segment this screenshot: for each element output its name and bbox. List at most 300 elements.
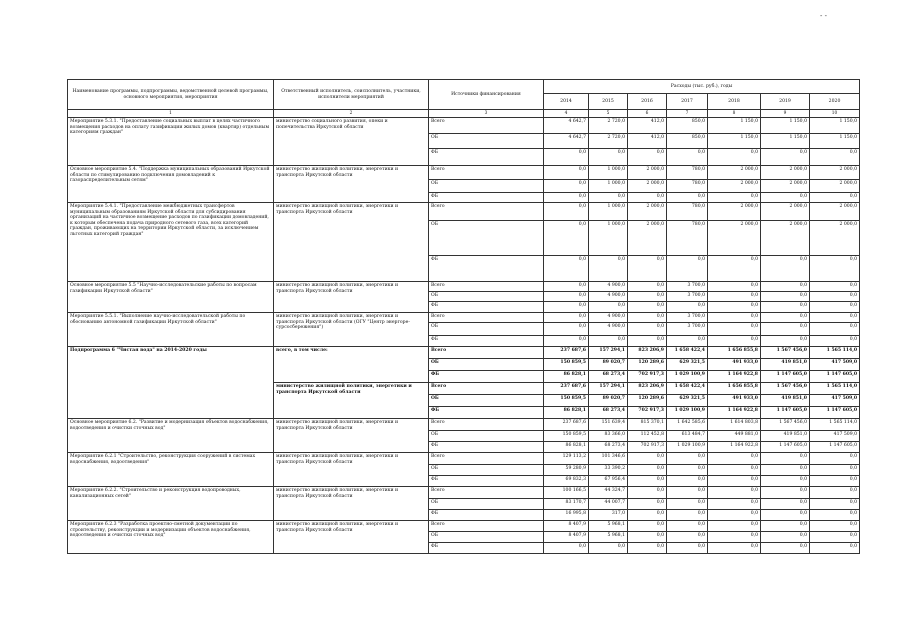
table-body bbox=[68, 118, 860, 554]
expense-value: 237 687,6 bbox=[544, 419, 589, 431]
expense-value: 491 933,0 bbox=[708, 395, 761, 407]
expense-value: 2 000,0 bbox=[628, 180, 667, 193]
expense-value: 0,0 bbox=[708, 510, 761, 521]
expense-value: 0,0 bbox=[761, 323, 810, 336]
expense-value: 0,0 bbox=[628, 499, 667, 510]
row-executor: министерство жилищной политики, энергетики и транспорта Иркутской области bbox=[274, 166, 429, 203]
expense-value: 0,0 bbox=[761, 292, 810, 302]
expense-value: 0,0 bbox=[544, 323, 589, 336]
expense-value: 1 614 803,8 bbox=[708, 419, 761, 431]
expense-value: 0,0 bbox=[544, 221, 589, 256]
expense-value: 0,0 bbox=[810, 453, 860, 465]
expense-value: 69 832,3 bbox=[544, 476, 589, 487]
header-year: 2015 bbox=[589, 94, 628, 110]
funding-source: Всего bbox=[429, 313, 544, 323]
expense-value: 67 956,4 bbox=[589, 476, 628, 487]
expense-value: 0,0 bbox=[708, 313, 761, 323]
funding-source: Всего bbox=[429, 453, 544, 465]
expense-value: 0,0 bbox=[667, 336, 708, 347]
expense-value: 0,0 bbox=[761, 302, 810, 313]
expense-value: 317,0 bbox=[589, 510, 628, 521]
expense-value: 0,0 bbox=[628, 256, 667, 282]
column-number: 8 bbox=[708, 110, 761, 118]
table-row bbox=[68, 347, 860, 359]
financing-table bbox=[67, 79, 860, 554]
expense-value: 0,0 bbox=[667, 256, 708, 282]
expense-value: 0,0 bbox=[667, 465, 708, 476]
expense-value: 780,0 bbox=[667, 180, 708, 193]
row-title: Мероприятие 5.5.1. "Выполнение научно-исследовательской работы по обоснованию автономной газификации Иркутской области" bbox=[68, 313, 274, 347]
expense-value: 0,0 bbox=[810, 282, 860, 292]
row-title: Мероприятие 5.3.1. "Предоставление социальных выплат в целях частичного возмещения расходов на оплату газификации жилых домов (квартир) отдельным категориям граждан" bbox=[68, 118, 274, 166]
expense-value: 0,0 bbox=[544, 292, 589, 302]
expense-value: 0,0 bbox=[761, 487, 810, 499]
row-executor: министерство жилищной политики, энергетики и транспорта Иркутской области bbox=[274, 203, 429, 282]
expense-value: 0,0 bbox=[810, 532, 860, 543]
expense-value: 86 828,1 bbox=[544, 407, 589, 419]
expense-value: 0,0 bbox=[628, 302, 667, 313]
expense-value: 0,0 bbox=[589, 336, 628, 347]
expense-value: 151 639,4 bbox=[589, 419, 628, 431]
expense-value: 44 324,7 bbox=[589, 487, 628, 499]
row-executor: министерство жилищной политики, энергетики и транспорта Иркутской области bbox=[274, 521, 429, 554]
funding-source: ОБ bbox=[429, 323, 544, 336]
funding-source: ОБ bbox=[429, 180, 544, 193]
expense-value: 0,0 bbox=[761, 256, 810, 282]
expense-value: 0,0 bbox=[667, 543, 708, 554]
expense-value: 1 565 114,0 bbox=[810, 347, 860, 359]
expense-value: 0,0 bbox=[761, 510, 810, 521]
funding-source: ОБ bbox=[429, 221, 544, 256]
expense-value: 2 720,0 bbox=[589, 134, 628, 149]
expense-value: 0,0 bbox=[544, 193, 589, 203]
expense-value: 1 658 422,4 bbox=[667, 347, 708, 359]
expense-value: 613 484,7 bbox=[667, 431, 708, 442]
expense-value: 3 700,0 bbox=[667, 292, 708, 302]
expense-value: 0,0 bbox=[628, 543, 667, 554]
expense-value: 0,0 bbox=[761, 532, 810, 543]
expense-value: 0,0 bbox=[544, 313, 589, 323]
expense-value: 0,0 bbox=[761, 499, 810, 510]
expense-value: 0,0 bbox=[667, 302, 708, 313]
expense-value: 1 658 422,4 bbox=[667, 383, 708, 395]
expense-value: 3 700,0 bbox=[667, 282, 708, 292]
expense-value: 0,0 bbox=[667, 453, 708, 465]
expense-value: 1 567 456,0 bbox=[761, 419, 810, 431]
expense-value: 0,0 bbox=[628, 323, 667, 336]
expense-value: 0,0 bbox=[667, 149, 708, 166]
expense-value: 0,0 bbox=[708, 193, 761, 203]
expense-value: 0,0 bbox=[628, 292, 667, 302]
expense-value: 101 346,6 bbox=[589, 453, 628, 465]
funding-source: ФБ bbox=[429, 510, 544, 521]
funding-source: Всего bbox=[429, 203, 544, 221]
expense-value: 237 687,6 bbox=[544, 347, 589, 359]
expense-value: 629 321,5 bbox=[667, 359, 708, 371]
expense-value: 2 000,0 bbox=[810, 221, 860, 256]
expense-value: 1 000,0 bbox=[589, 166, 628, 180]
expense-value: 0,0 bbox=[810, 487, 860, 499]
expense-value: 1 565 114,0 bbox=[810, 383, 860, 395]
expense-value: 150 859,5 bbox=[544, 359, 589, 371]
expense-value: 0,0 bbox=[761, 543, 810, 554]
expense-value: 120 289,6 bbox=[628, 359, 667, 371]
header-name: Наименование программы, подпрограммы, ведомственной целевой программы, основного мероприятия, мероприятия bbox=[68, 80, 274, 110]
expense-value: 0,0 bbox=[628, 532, 667, 543]
column-number: 7 bbox=[667, 110, 708, 118]
expense-value: 2 720,0 bbox=[589, 118, 628, 134]
expense-value: 0,0 bbox=[589, 302, 628, 313]
table-row bbox=[68, 313, 860, 323]
funding-source: ФБ bbox=[429, 149, 544, 166]
expense-value: 1 150,0 bbox=[761, 134, 810, 149]
expense-value: 0,0 bbox=[667, 487, 708, 499]
expense-value: 1 567 456,0 bbox=[761, 383, 810, 395]
expense-value: 0,0 bbox=[708, 453, 761, 465]
expense-value: 1 642 585,6 bbox=[667, 419, 708, 431]
funding-source: Всего bbox=[429, 383, 544, 395]
funding-source: Всего bbox=[429, 419, 544, 431]
expense-value: 0,0 bbox=[628, 282, 667, 292]
column-number: 9 bbox=[761, 110, 810, 118]
expense-value: 0,0 bbox=[544, 282, 589, 292]
expense-value: 0,0 bbox=[544, 256, 589, 282]
table-row bbox=[68, 487, 860, 499]
expense-value: 815 370,1 bbox=[628, 419, 667, 431]
funding-source: ФБ bbox=[429, 442, 544, 453]
funding-source: Всего bbox=[429, 487, 544, 499]
expense-value: 0,0 bbox=[708, 282, 761, 292]
expense-value: 0,0 bbox=[810, 543, 860, 554]
expense-value: 120 289,6 bbox=[628, 395, 667, 407]
row-title: Основное мероприятие 6.2. "Развитие и модернизация объектов водоснабжения, водоотведения и очистки сточных вод" bbox=[68, 419, 274, 453]
expense-value: 0,0 bbox=[810, 499, 860, 510]
expense-value: 417 509,0 bbox=[810, 431, 860, 442]
expense-value: 2 000,0 bbox=[761, 221, 810, 256]
expense-value: 419 851,0 bbox=[761, 359, 810, 371]
expense-value: 2 000,0 bbox=[628, 203, 667, 221]
expense-value: 1 164 922,8 bbox=[708, 371, 761, 383]
expense-value: 0,0 bbox=[708, 487, 761, 499]
expense-value: 0,0 bbox=[810, 193, 860, 203]
expense-value: 4 900,0 bbox=[589, 313, 628, 323]
table-row bbox=[68, 521, 860, 532]
expense-value: 0,0 bbox=[708, 302, 761, 313]
expense-value: 1 164 922,8 bbox=[708, 407, 761, 419]
expense-value: 0,0 bbox=[708, 465, 761, 476]
header-year: 2018 bbox=[708, 94, 761, 110]
expense-value: 33 390,2 bbox=[589, 465, 628, 476]
row-title: Мероприятие 6.2.1 "Строительство, реконструкция сооружений в системах водоснабжения, водоотведения" bbox=[68, 453, 274, 487]
expense-value: 0,0 bbox=[810, 292, 860, 302]
expense-value: 0,0 bbox=[628, 476, 667, 487]
expense-value: 449 881,0 bbox=[708, 431, 761, 442]
expense-value: 0,0 bbox=[708, 521, 761, 532]
expense-value: 629 321,5 bbox=[667, 395, 708, 407]
expense-value: 0,0 bbox=[708, 532, 761, 543]
expense-value: 1 150,0 bbox=[810, 134, 860, 149]
expense-value: 0,0 bbox=[667, 510, 708, 521]
expense-value: 0,0 bbox=[810, 336, 860, 347]
expense-value: 780,0 bbox=[667, 203, 708, 221]
expense-value: 157 294,1 bbox=[589, 383, 628, 395]
expense-value: 112 452,8 bbox=[628, 431, 667, 442]
row-executor: министерство жилищной политики, энергетики и транспорта Иркутской области bbox=[274, 487, 429, 521]
expense-value: 2 000,0 bbox=[761, 180, 810, 193]
expense-value: 0,0 bbox=[810, 149, 860, 166]
expense-value: 0,0 bbox=[810, 510, 860, 521]
expense-value: 44 007,7 bbox=[589, 499, 628, 510]
expense-value: 0,0 bbox=[708, 336, 761, 347]
corner-mark: - - bbox=[820, 12, 827, 20]
expense-value: 1 000,0 bbox=[589, 221, 628, 256]
row-executor: министерство жилищной политики, энергетики и транспорта Иркутской области bbox=[274, 419, 429, 453]
row-title: Мероприятие 6.2.3 "Разработка проектно-сметной документации по строительству, реконструкции и модернизации объектов водоснабжения, водоотведения и очистки сточных вод" bbox=[68, 521, 274, 554]
expense-value: 0,0 bbox=[589, 543, 628, 554]
expense-value: 1 147 605,0 bbox=[810, 442, 860, 453]
expense-value: 780,0 bbox=[667, 166, 708, 180]
expense-value: 412,0 bbox=[628, 134, 667, 149]
funding-source: ОБ bbox=[429, 292, 544, 302]
expense-value: 1 147 605,0 bbox=[761, 442, 810, 453]
expense-value: 2 000,0 bbox=[810, 180, 860, 193]
expense-value: 1 164 922,8 bbox=[708, 442, 761, 453]
expense-value: 823 206,9 bbox=[628, 347, 667, 359]
table-row bbox=[68, 419, 860, 431]
expense-value: 0,0 bbox=[761, 336, 810, 347]
table-row bbox=[68, 453, 860, 465]
expense-value: 16 995,8 bbox=[544, 510, 589, 521]
expense-value: 1 150,0 bbox=[810, 118, 860, 134]
expense-value: 1 147 605,0 bbox=[761, 407, 810, 419]
column-number: 5 bbox=[589, 110, 628, 118]
funding-source: ФБ bbox=[429, 302, 544, 313]
funding-source: ФБ bbox=[429, 256, 544, 282]
expense-value: 1 565 114,0 bbox=[810, 419, 860, 431]
expense-value: 1 147 605,0 bbox=[761, 371, 810, 383]
expense-value: 417 509,0 bbox=[810, 395, 860, 407]
expense-value: 0,0 bbox=[589, 193, 628, 203]
expense-value: 1 567 456,0 bbox=[761, 347, 810, 359]
expense-value: 68 273,4 bbox=[589, 442, 628, 453]
expense-value: 1 147 605,0 bbox=[810, 407, 860, 419]
funding-source: ФБ bbox=[429, 407, 544, 419]
column-number: 6 bbox=[628, 110, 667, 118]
expense-value: 89 020,7 bbox=[589, 395, 628, 407]
expense-value: 0,0 bbox=[761, 453, 810, 465]
expense-value: 2 000,0 bbox=[761, 166, 810, 180]
expense-value: 0,0 bbox=[544, 149, 589, 166]
expense-value: 0,0 bbox=[544, 203, 589, 221]
expense-value: 0,0 bbox=[761, 193, 810, 203]
row-executor: министерство жилищной политики, энергетики и транспорта Иркутской области (ОГУ "Центр энергоре-сурсосбережения") bbox=[274, 313, 429, 347]
expense-value: 1 656 855,8 bbox=[708, 347, 761, 359]
funding-source: ФБ bbox=[429, 336, 544, 347]
expense-value: 417 509,0 bbox=[810, 359, 860, 371]
expense-value: 702 917,3 bbox=[628, 407, 667, 419]
expense-value: 83 366,0 bbox=[589, 431, 628, 442]
expense-value: 4 642,7 bbox=[544, 118, 589, 134]
expense-value: 0,0 bbox=[667, 521, 708, 532]
expense-value: 0,0 bbox=[810, 476, 860, 487]
expense-value: 0,0 bbox=[667, 476, 708, 487]
expense-value: 2 000,0 bbox=[708, 221, 761, 256]
expense-value: 1 029 100,9 bbox=[667, 371, 708, 383]
expense-value: 1 150,0 bbox=[708, 118, 761, 134]
row-title: Мероприятие 6.2.2. "Строительство и реконструкция водопроводных, канализационных сетей" bbox=[68, 487, 274, 521]
expense-value: 4 900,0 bbox=[589, 323, 628, 336]
expense-value: 780,0 bbox=[667, 221, 708, 256]
header-source: Источники финансирования bbox=[429, 80, 544, 110]
expense-value: 0,0 bbox=[810, 323, 860, 336]
expense-value: 4 642,7 bbox=[544, 134, 589, 149]
expense-value: 0,0 bbox=[544, 180, 589, 193]
row-title: Мероприятие 5.4.1. "Предоставление межбюджетных трансфертов муниципальным образованиям Иркутской области для субсидирования организаций на частичное возмещение расходов по газификации домовладений, к которым обеспечена подача природного сетевого газа, всех категорий граждан, проживающих на территории Иркутской области, за исключением льготных категорий граждан" bbox=[68, 203, 274, 282]
expense-value: 100 166,5 bbox=[544, 487, 589, 499]
expense-value: 0,0 bbox=[708, 543, 761, 554]
expense-value: 0,0 bbox=[667, 193, 708, 203]
expense-value: 850,0 bbox=[667, 118, 708, 134]
expense-value: 0,0 bbox=[761, 521, 810, 532]
expense-value: 68 273,4 bbox=[589, 371, 628, 383]
expense-value: 1 029 100,9 bbox=[667, 442, 708, 453]
expense-value: 5 968,1 bbox=[589, 532, 628, 543]
expense-value: 823 206,9 bbox=[628, 383, 667, 395]
expense-value: 0,0 bbox=[628, 510, 667, 521]
expense-value: 1 000,0 bbox=[589, 180, 628, 193]
expense-value: 702 917,3 bbox=[628, 442, 667, 453]
expense-value: 0,0 bbox=[667, 499, 708, 510]
expense-value: 0,0 bbox=[628, 336, 667, 347]
column-number: 3 bbox=[429, 110, 544, 118]
expense-value: 1 150,0 bbox=[708, 134, 761, 149]
expense-value: 2 000,0 bbox=[761, 203, 810, 221]
expense-value: 2 000,0 bbox=[628, 221, 667, 256]
funding-source: Всего bbox=[429, 166, 544, 180]
row-executor: всего, в том числе: bbox=[274, 347, 429, 383]
expense-value: 8 407,9 bbox=[544, 532, 589, 543]
expense-value: 157 294,1 bbox=[589, 347, 628, 359]
expense-value: 0,0 bbox=[810, 302, 860, 313]
row-executor: министерство жилищной политики, энергетики и транспорта Иркутской области bbox=[274, 282, 429, 313]
expense-value: 0,0 bbox=[708, 499, 761, 510]
expense-value: 0,0 bbox=[589, 149, 628, 166]
expense-value: 419 851,0 bbox=[761, 431, 810, 442]
funding-source: ОБ bbox=[429, 395, 544, 407]
expense-value: 702 917,3 bbox=[628, 371, 667, 383]
header-executor: Ответственный исполнитель, соисполнитель, участники, исполнители мероприятий bbox=[274, 80, 429, 110]
header-year: 2020 bbox=[810, 94, 860, 110]
funding-source: ОБ bbox=[429, 465, 544, 476]
expense-value: 0,0 bbox=[628, 453, 667, 465]
column-number: 4 bbox=[544, 110, 589, 118]
funding-source: ФБ bbox=[429, 371, 544, 383]
expense-value: 59 280,9 bbox=[544, 465, 589, 476]
row-title: Основное мероприятие 5.5 "Научно-исследовательские работы по вопросам газификации Иркутской области" bbox=[68, 282, 274, 313]
table-row bbox=[68, 203, 860, 221]
column-number: 10 bbox=[810, 110, 860, 118]
expense-value: 1 656 855,8 bbox=[708, 383, 761, 395]
expense-value: 412,0 bbox=[628, 118, 667, 134]
expense-value: 0,0 bbox=[589, 256, 628, 282]
funding-source: ОБ bbox=[429, 359, 544, 371]
expense-value: 0,0 bbox=[708, 292, 761, 302]
expense-value: 0,0 bbox=[708, 149, 761, 166]
expense-value: 850,0 bbox=[667, 134, 708, 149]
funding-source: ФБ bbox=[429, 543, 544, 554]
expense-value: 2 000,0 bbox=[708, 203, 761, 221]
expense-value: 237 687,6 bbox=[544, 383, 589, 395]
funding-source: Всего bbox=[429, 118, 544, 134]
row-executor: министерство жилищной политики, энергетики и транспорта Иркутской области bbox=[274, 453, 429, 487]
expense-value: 83 170,7 bbox=[544, 499, 589, 510]
funding-source: ФБ bbox=[429, 476, 544, 487]
expense-value: 0,0 bbox=[544, 336, 589, 347]
expense-value: 1 000,0 bbox=[589, 203, 628, 221]
row-title: Подпрограмма 6 "Чистая вода" на 2014-2020 годы bbox=[68, 347, 274, 419]
funding-source: ОБ bbox=[429, 431, 544, 442]
expense-value: 0,0 bbox=[708, 256, 761, 282]
expense-value: 0,0 bbox=[810, 521, 860, 532]
expense-value: 2 000,0 bbox=[708, 180, 761, 193]
expense-value: 1 029 100,9 bbox=[667, 407, 708, 419]
expense-value: 3 700,0 bbox=[667, 313, 708, 323]
expense-value: 0,0 bbox=[810, 256, 860, 282]
expense-value: 129 113,2 bbox=[544, 453, 589, 465]
expense-value: 0,0 bbox=[667, 532, 708, 543]
expense-value: 0,0 bbox=[761, 149, 810, 166]
expense-value: 0,0 bbox=[628, 313, 667, 323]
expense-value: 86 828,1 bbox=[544, 442, 589, 453]
expense-value: 0,0 bbox=[628, 149, 667, 166]
funding-source: Всего bbox=[429, 521, 544, 532]
expense-value: 2 000,0 bbox=[708, 166, 761, 180]
expense-value: 2 000,0 bbox=[628, 166, 667, 180]
header-year: 2019 bbox=[761, 94, 810, 110]
header-year: 2014 bbox=[544, 94, 589, 110]
expense-value: 4 900,0 bbox=[589, 292, 628, 302]
expense-value: 0,0 bbox=[708, 476, 761, 487]
expense-value: 1 147 605,0 bbox=[810, 371, 860, 383]
expense-value: 0,0 bbox=[628, 193, 667, 203]
expense-value: 3 700,0 bbox=[667, 323, 708, 336]
expense-value: 68 273,4 bbox=[589, 407, 628, 419]
expense-value: 0,0 bbox=[628, 487, 667, 499]
row-title: Основное мероприятие 5.4. "Поддержка муниципальных образований Иркутской области по стимулированию подключения домовладений к газораспределительным сетям" bbox=[68, 166, 274, 203]
column-number: 2 bbox=[274, 110, 429, 118]
expense-value: 0,0 bbox=[628, 521, 667, 532]
expense-value: 0,0 bbox=[544, 302, 589, 313]
expense-value: 0,0 bbox=[810, 465, 860, 476]
funding-source: ОБ bbox=[429, 134, 544, 149]
table-row bbox=[68, 118, 860, 134]
funding-source: Всего bbox=[429, 347, 544, 359]
row-executor: министерство социального развития, опеки и попечительства Иркутской области bbox=[274, 118, 429, 166]
expense-value: 1 150,0 bbox=[761, 118, 810, 134]
expense-value: 0,0 bbox=[544, 543, 589, 554]
expense-value: 5 968,1 bbox=[589, 521, 628, 532]
table-row bbox=[68, 282, 860, 292]
expense-value: 0,0 bbox=[761, 282, 810, 292]
expense-value: 86 828,1 bbox=[544, 371, 589, 383]
expense-value: 419 851,0 bbox=[761, 395, 810, 407]
expense-value: 0,0 bbox=[628, 465, 667, 476]
funding-source: ФБ bbox=[429, 193, 544, 203]
header-year: 2017 bbox=[667, 94, 708, 110]
header-year: 2016 bbox=[628, 94, 667, 110]
expense-value: 0,0 bbox=[761, 476, 810, 487]
row-executor: министерство жилищной политики, энергетики и транспорта Иркутской области bbox=[274, 383, 429, 419]
